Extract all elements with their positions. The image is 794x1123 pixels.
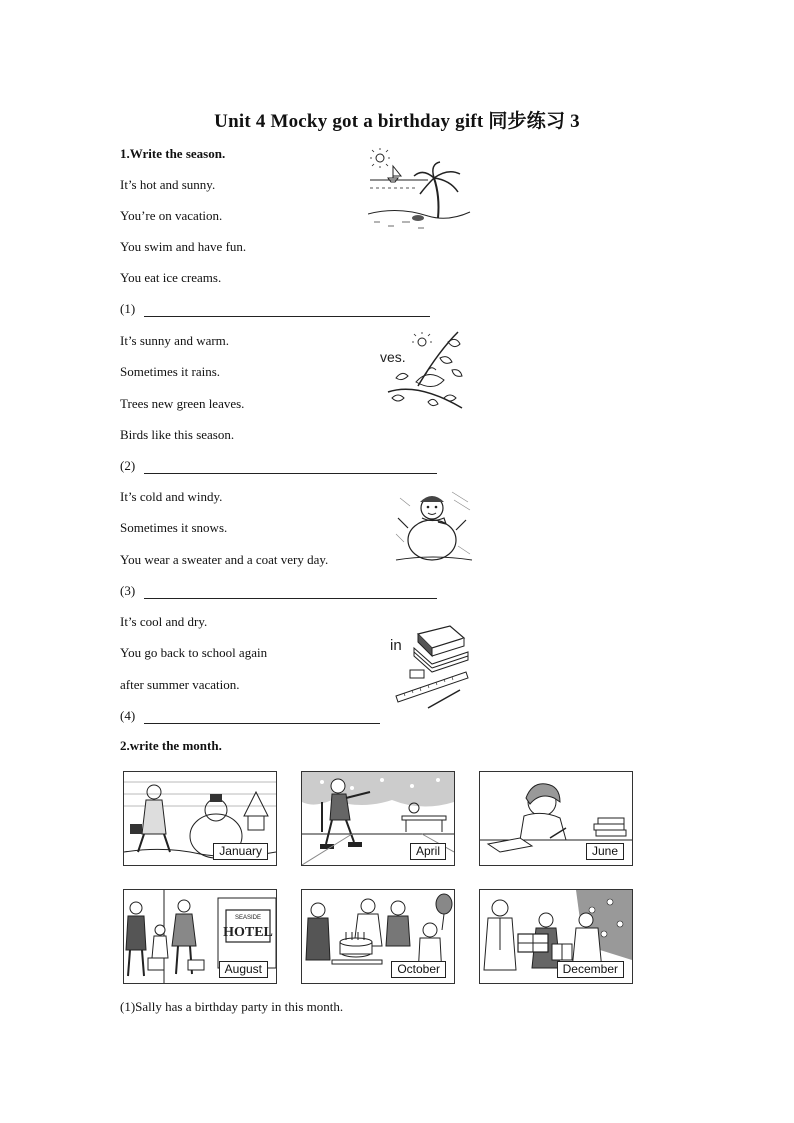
answer-label-1: (1) [120,301,136,316]
books-ruler-icon [388,620,472,710]
season4-line-1: It’s cool and dry. [120,614,208,629]
month-panel-october [301,889,455,984]
season2-line-1: It’s sunny and warm. [120,333,230,348]
season3-line-1: It’s cold and windy. [120,489,223,504]
season1-line-2: You’re on vacation. [120,208,223,223]
section1-heading: 1.Write the season. [120,146,226,161]
hotel-sign-line1: SEASIDE [234,915,262,921]
season2-line-4: Birds like this season. [120,427,235,442]
books-picture-text: in [390,637,402,654]
season2-line-2: Sometimes it rains. [120,364,221,379]
answer-line-2 [144,473,437,474]
page-title: Unit 4 Mocky got a birthday gift 同步练习 3 [214,111,580,132]
answer-blank-2[interactable] [120,458,135,474]
hotel-sign-line2: HOTEL [223,925,273,940]
month-label-august: August [219,961,268,978]
question-1: (1)Sally has a birthday party in this month. [120,999,344,1014]
month-panel-august [123,889,277,984]
answer-line-1 [144,316,430,317]
season1-line-4: You eat ice creams. [120,270,222,285]
section2-heading: 2.write the month. [120,738,222,753]
bird-nest-branch-icon [378,322,468,412]
answer-label-2: (2) [120,458,136,473]
season3-line-2: Sometimes it snows. [120,520,228,535]
season3-line-3: You wear a sweater and a coat very day. [120,552,329,567]
month-label-january: January [213,843,268,860]
season4-line-2: You go back to school again [120,645,268,660]
answer-line-3 [144,598,437,599]
answer-blank-1[interactable] [120,301,135,317]
month-panel-june [479,771,633,866]
answer-line-4 [144,723,380,724]
bird-picture-text: ves. [380,349,406,365]
month-panel-december [479,889,633,984]
month-label-april: April [410,843,446,860]
season1-line-1: It’s hot and sunny. [120,177,216,192]
answer-blank-3[interactable] [120,583,135,599]
month-label-october: October [391,961,446,978]
season2-line-3: Trees new green leaves. [120,396,245,411]
season4-line-3: after summer vacation. [120,677,240,692]
season1-line-3: You swim and have fun. [120,239,247,254]
snowman-icon [392,488,474,564]
answer-label-3: (3) [120,583,136,598]
month-label-december: December [557,961,624,978]
month-panel-april [301,771,455,866]
month-label-june: June [586,843,624,860]
beach-sun-palm-icon [368,148,472,232]
answer-blank-4[interactable] [120,708,135,724]
answer-label-4: (4) [120,708,136,723]
month-panel-january [123,771,277,866]
